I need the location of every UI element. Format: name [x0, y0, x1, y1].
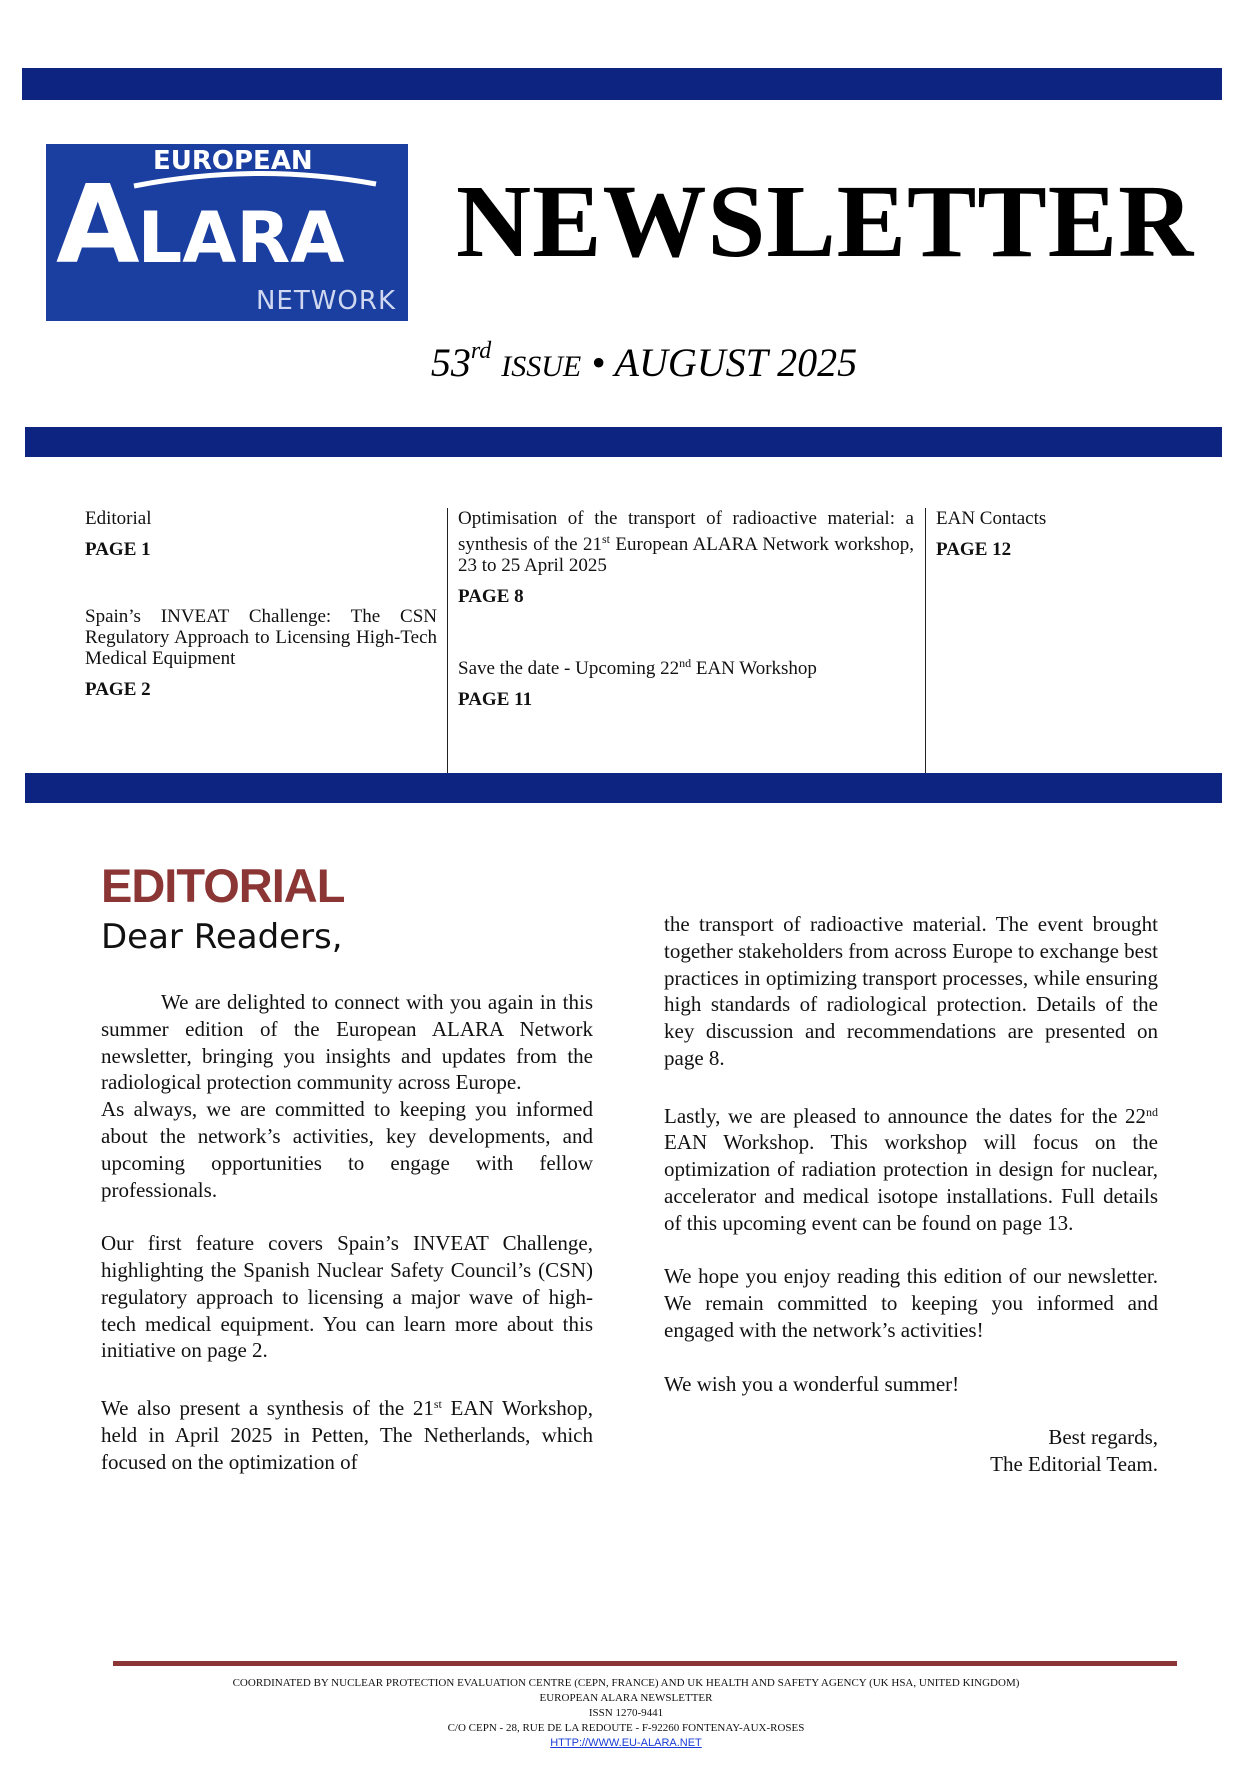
- logo-top-word: EUROPEAN: [153, 146, 313, 176]
- editorial-text: EAN Workshop, held in April 2025 in Petten, The Netherlands, which focused on the optimization of: [101, 1395, 593, 1474]
- toc-entry[interactable]: [85, 606, 437, 700]
- editorial-sup: st: [433, 1396, 442, 1411]
- toc-entry-title-sup: nd: [679, 656, 692, 670]
- editorial-paragraph: [664, 1099, 1158, 1237]
- editorial-column-right: [664, 911, 1158, 1478]
- toc-entry[interactable]: [458, 508, 914, 607]
- editorial-heading: EDITORIAL: [101, 859, 345, 912]
- issue-number: 53: [430, 340, 471, 385]
- toc-entry-title-text: EAN Workshop: [691, 658, 817, 679]
- toc-entry[interactable]: [458, 653, 914, 710]
- toc-entry-title: Spain’s INVEAT Challenge: The CSN Regulatory Approach to Licensing High-Tech Medical Equipment: [85, 606, 437, 669]
- editorial-paragraph: Our first feature covers Spain’s INVEAT Challenge, highlighting the Spanish Nuclear Safety Council’s (CSN) regulatory approach to licensing a major wave of high-tech medical equipment. You can learn more about this initiative on page 2.: [101, 1231, 593, 1363]
- toc-entry-title-text: Save the date - Upcoming 22: [458, 658, 680, 679]
- toc-entry-page: PAGE 8: [458, 586, 524, 607]
- toc-column-2: [458, 508, 914, 729]
- toc-entry-title-text: Optimisation of the transport of radioactive material: a synthesis of the 21: [458, 508, 914, 555]
- toc-entry-title: [458, 653, 914, 679]
- editorial-text: EAN Workshop. This workshop will focus on the optimization of radiation protection in design for nuclear, accelerator and medical isotope installations. Full details of this upcoming event can be found on page 13.: [664, 1130, 1158, 1235]
- toc-divider: [447, 508, 448, 773]
- logo-bottom-word: NETWORK: [255, 286, 396, 316]
- editorial-sup: nd: [1146, 1104, 1158, 1119]
- editorial-greeting: Dear Readers,: [101, 917, 343, 957]
- toc-entry-page: PAGE 12: [936, 539, 1012, 560]
- editorial-signoff: Best regards,: [1048, 1425, 1158, 1450]
- toc-entry-page: PAGE 11: [458, 689, 533, 710]
- issue-date: AUGUST 2025: [614, 340, 858, 385]
- newsletter-title: NEWSLETTER: [456, 164, 1195, 279]
- toc-entry-page: PAGE 2: [85, 679, 151, 700]
- footer-coordination: COORDINATED BY NUCLEAR PROTECTION EVALUATION CENTRE (CEPN, FRANCE) AND UK HEALTH AND SAFETY AGENCY (UK HSA, UNITED KINGDOM): [232, 1677, 1020, 1689]
- bottom-banner-bar: [25, 773, 1222, 803]
- editorial-paragraph: We hope you enjoy reading this edition of our newsletter. We remain committed to keeping you informed and engaged with the network’s activities!: [664, 1264, 1158, 1342]
- footer-rule: [113, 1661, 1177, 1666]
- issue-word: ISSUE: [501, 350, 582, 383]
- toc-entry-title: EAN Contacts: [936, 508, 1047, 529]
- toc-column-3: [936, 508, 1216, 579]
- toc-entry-title-text: European ALARA Network workshop, 23 to 25 April 2025: [458, 534, 914, 576]
- footer-publication: EUROPEAN ALARA NEWSLETTER: [539, 1692, 713, 1704]
- editorial-column-left: [101, 989, 593, 1475]
- toc-entry[interactable]: [85, 508, 437, 560]
- logo-main-word: [56, 163, 345, 288]
- footer-issn: ISSN 1270-9441: [588, 1707, 664, 1719]
- editorial-paragraph: We are delighted to connect with you again in this summer edition of the European ALARA Network newsletter, bringing you insights and updates from the radiological protection community across Europe.: [101, 990, 593, 1095]
- toc-divider: [925, 508, 926, 773]
- issue-separator: •: [591, 340, 606, 385]
- european-alara-network-logo: [46, 144, 408, 321]
- toc-entry-title: [458, 508, 914, 576]
- editorial-text: Lastly, we are pleased to announce the dates for the 22: [664, 1103, 1146, 1128]
- issue-line: [414, 338, 874, 386]
- logo-main-letter-a: A: [56, 163, 138, 288]
- footer-address: C/O CEPN - 28, RUE DE LA REDOUTE - F-92260 FONTENAY-AUX-ROSES: [447, 1722, 805, 1734]
- footer-website-link[interactable]: HTTP://WWW.EU-ALARA.NET: [550, 1737, 702, 1749]
- footer: [0, 1676, 1252, 1751]
- editorial-paragraph-continued: the transport of radioactive material. The event brought together stakeholders from across Europe to exchange best practices in optimizing transport processes, while ensuring high standards of radiological protection. Details of the key discussion and recommendations are presented on page 8.: [664, 912, 1158, 1070]
- toc-entry-title-sup: st: [601, 532, 610, 546]
- toc-entry-title: Editorial: [85, 508, 152, 529]
- issue-ordinal: rd: [470, 338, 492, 364]
- editorial-paragraph: As always, we are committed to keeping you informed about the network’s activities, key developments, and upcoming opportunities to engage with fellow professionals.: [101, 1097, 593, 1202]
- top-banner-bar: [22, 68, 1222, 100]
- editorial-signature: The Editorial Team.: [990, 1451, 1158, 1476]
- middle-banner-bar: [25, 427, 1222, 457]
- editorial-text: We also present a synthesis of the 21: [101, 1395, 434, 1420]
- toc-entry-page: PAGE 1: [85, 539, 151, 560]
- logo-main-letters-rest: LARA: [137, 197, 345, 279]
- editorial-paragraph: [101, 1391, 593, 1475]
- toc-column-1: [85, 508, 437, 719]
- editorial-paragraph: We wish you a wonderful summer!: [664, 1371, 960, 1396]
- toc-entry[interactable]: [936, 508, 1216, 560]
